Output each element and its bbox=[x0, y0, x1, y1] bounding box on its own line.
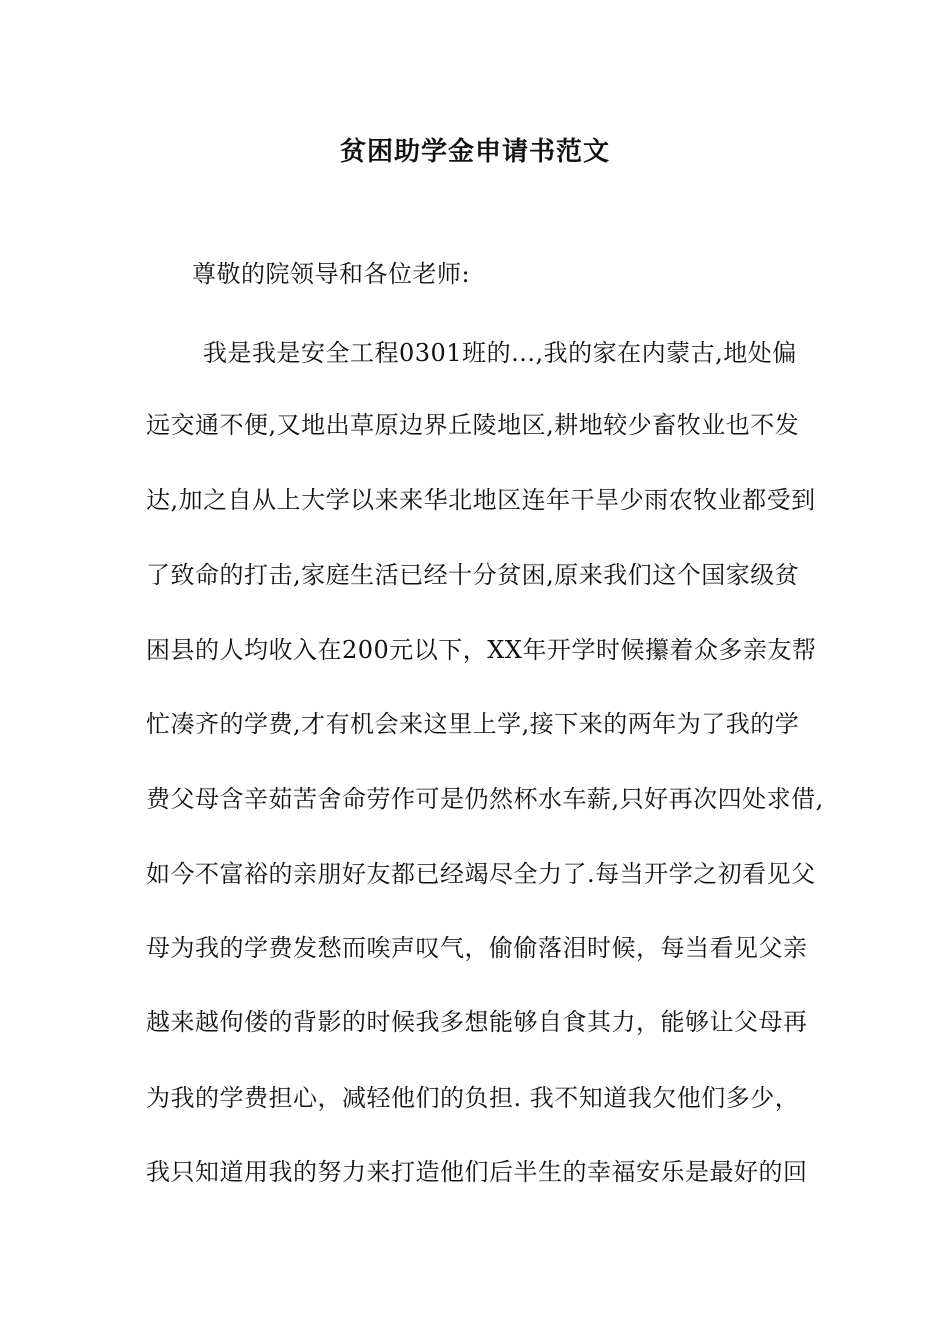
body-line: 我是我是安全工程0301班的...,我的家在内蒙古,地处偏 bbox=[203, 339, 797, 367]
body-line: 达,加之自从上大学以来来华北地区连年干旱少雨农牧业都受到 bbox=[146, 486, 816, 514]
body-line: 为我的学费担心，减轻他们的负担. 我不知道我欠他们多少， bbox=[146, 1084, 800, 1112]
body-line: 越来越佝偻的背影的时候我多想能够自食其力，能够让父母再 bbox=[146, 1008, 808, 1036]
salutation: 尊敬的院领导和各位老师: bbox=[192, 260, 471, 288]
body-line: 了致命的打击,家庭生活已经十分贫困,原来我们这个国家级贫 bbox=[146, 561, 800, 589]
document-title: 贫困助学金申请书范文 bbox=[339, 137, 610, 167]
body-line: 母为我的学费发愁而唉声叹气，偷偷落泪时候，每当看见父亲 bbox=[146, 934, 808, 962]
body-line: 如今不富裕的亲朋好友都已经竭尽全力了.每当开学之初看见父 bbox=[146, 860, 816, 888]
body-line: 费父母含辛茹苦舍命劳作可是仍然杯水车薪,只好再次四处求借, bbox=[146, 785, 824, 813]
body-line: 忙凑齐的学费,才有机会来这里上学,接下来的两年为了我的学 bbox=[146, 710, 800, 738]
body-line: 我只知道用我的努力来打造他们后半生的幸福安乐是最好的回 bbox=[146, 1158, 808, 1186]
body-line: 困县的人均收入在200元以下，XX年开学时候攥着众多亲友帮 bbox=[146, 636, 817, 664]
body-line: 远交通不便,又地出草原边界丘陵地区,耕地较少畜牧业也不发 bbox=[146, 411, 800, 439]
